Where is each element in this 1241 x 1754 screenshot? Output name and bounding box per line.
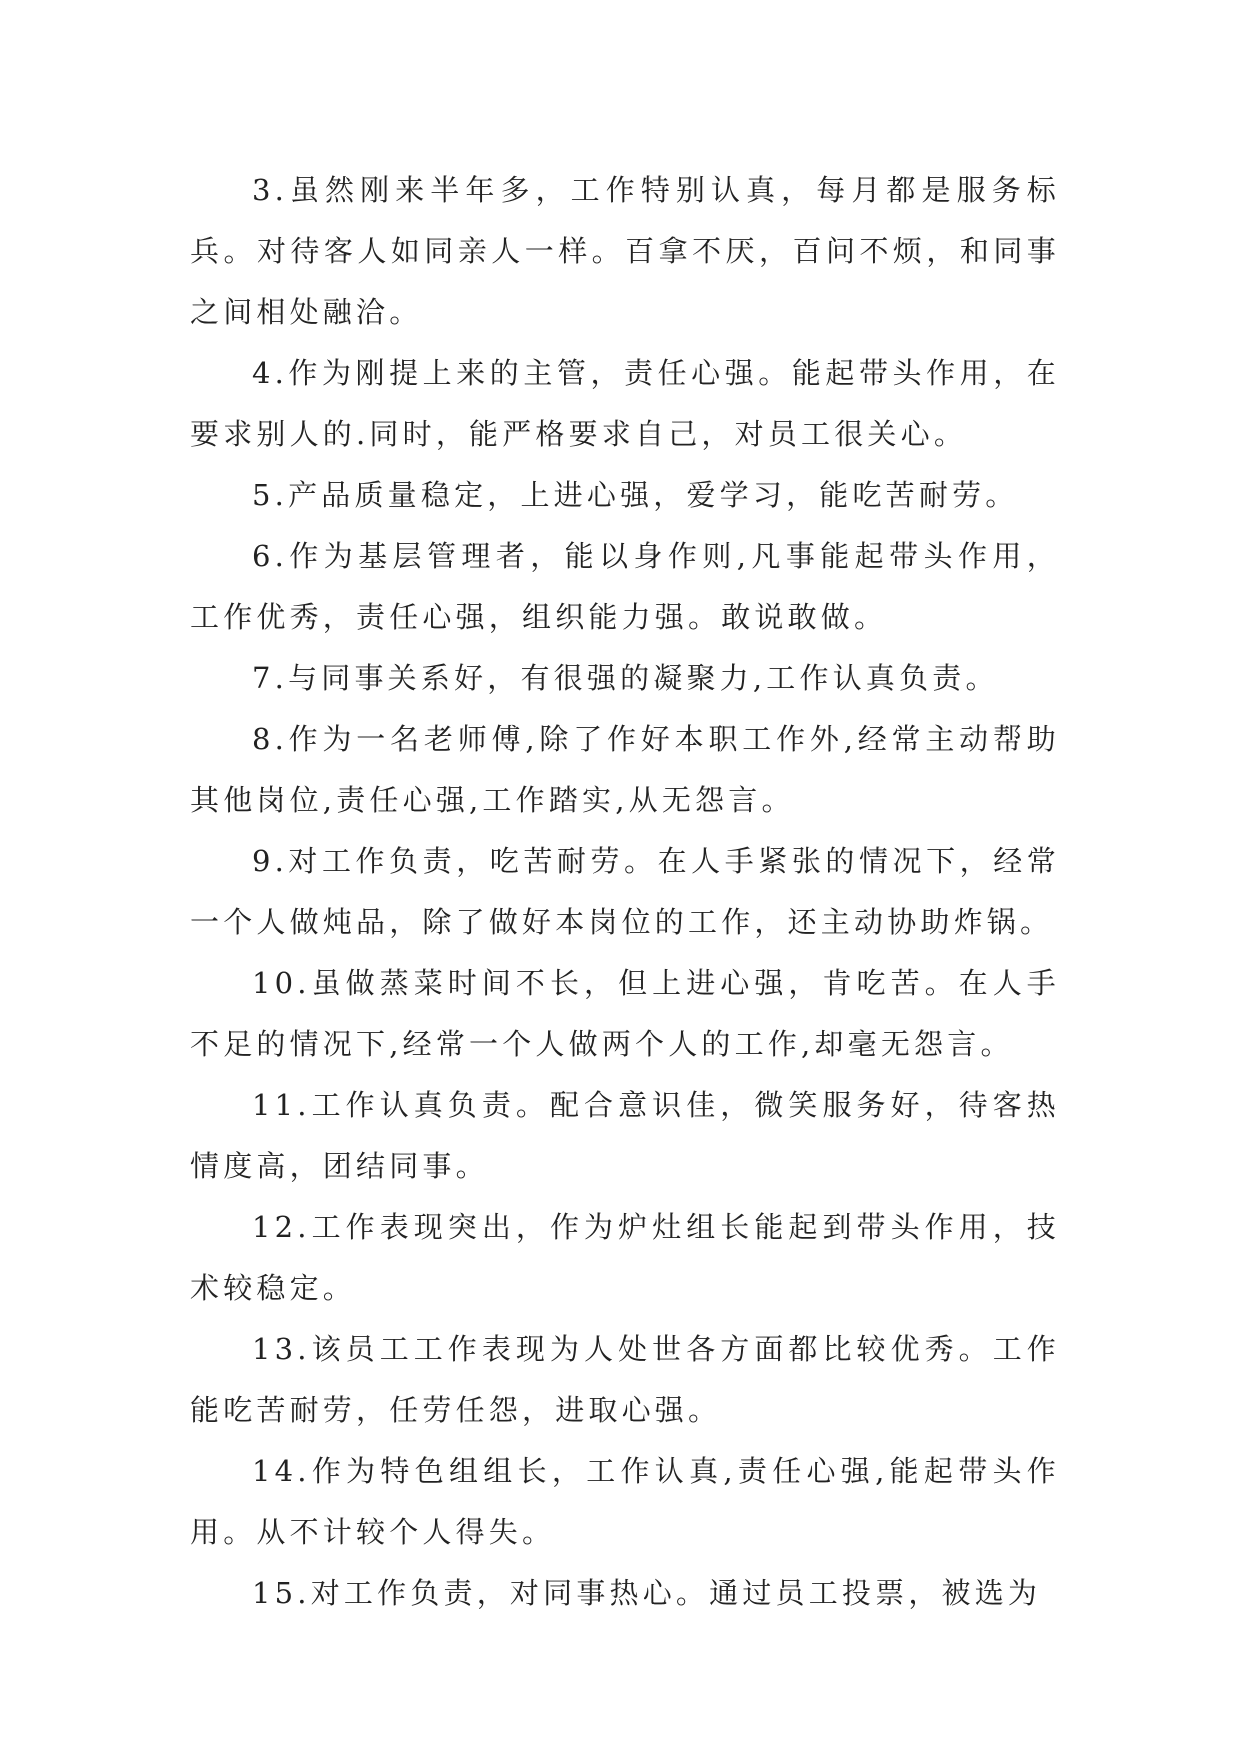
paragraph-14: 14.作为特色组组长，工作认真,责任心强,能起带头作用。从不计较个人得失。 xyxy=(190,1454,1060,1549)
paragraph-10: 10.虽做蒸菜时间不长，但上进心强，肯吃苦。在人手不足的情况下,经常一个人做两个人的工作,却毫无怨言。 xyxy=(190,966,1060,1061)
paragraph-9: 9.对工作负责，吃苦耐劳。在人手紧张的情况下，经常一个人做炖品，除了做好本岗位的工作，还主动协助炸锅。 xyxy=(190,844,1060,939)
paragraph-5: 5.产品质量稳定，上进心强，爱学习，能吃苦耐劳。 xyxy=(252,478,1019,512)
paragraph-13: 13.该员工工作表现为人处世各方面都比较优秀。工作能吃苦耐劳，任劳任怨，进取心强。 xyxy=(190,1332,1060,1427)
paragraph-3: 3.虽然刚来半年多，工作特别认真，每月都是服务标兵。对待客人如同亲人一样。百拿不厌，百问不烦，和同事之间相处融洽。 xyxy=(190,173,1060,329)
paragraph-4: 4.作为刚提上来的主管，责任心强。能起带头作用，在要求别人的.同时，能严格要求自己，对员工很关心。 xyxy=(190,356,1060,451)
document-body xyxy=(190,160,1060,1624)
paragraph-12: 12.工作表现突出，作为炉灶组长能起到带头作用，技术较稳定。 xyxy=(190,1210,1060,1305)
paragraph-11: 11.工作认真负责。配合意识佳，微笑服务好，待客热情度高，团结同事。 xyxy=(190,1088,1060,1183)
paragraph-7: 7.与同事关系好，有很强的凝聚力,工作认真负责。 xyxy=(252,661,999,695)
paragraph-8: 8.作为一名老师傅,除了作好本职工作外,经常主动帮助其他岗位,责任心强,工作踏实,从无怨言。 xyxy=(190,722,1060,817)
paragraph-15: 15.对工作负责，对同事热心。通过员工投票，被选为 xyxy=(252,1576,1042,1610)
paragraph-6: 6.作为基层管理者，能以身作则,凡事能起带头作用，工作优秀，责任心强，组织能力强。敢说敢做。 xyxy=(190,539,1060,634)
